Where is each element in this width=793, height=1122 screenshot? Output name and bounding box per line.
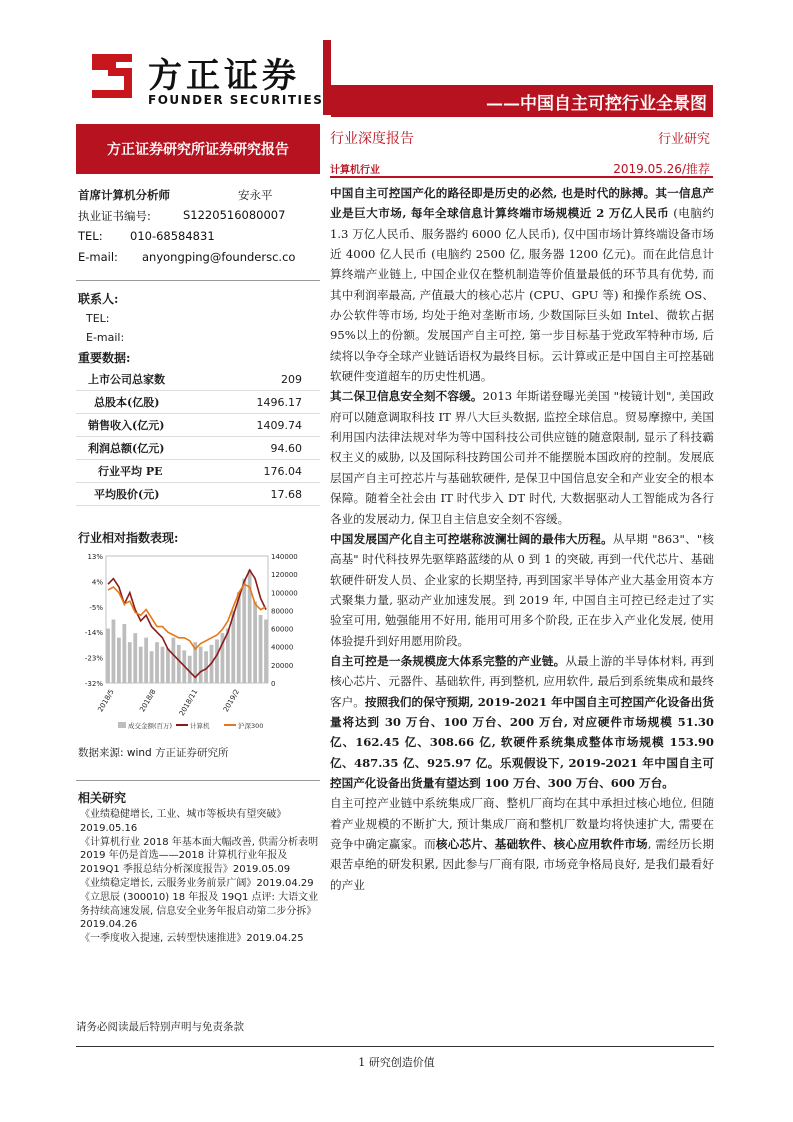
volume-bar [117,638,121,683]
paragraph [330,183,714,386]
paragraph-text: 从最上游的半导体材料, 再到核心芯片、元器件、基础软件, 再到整机, 应用软件, 最后到系统集成和最终客户。 [330,653,714,709]
report-type: 行业深度报告 [330,131,414,147]
table-row [76,460,320,483]
y-left-tick: 13% [87,553,103,561]
volume-bar [112,620,116,684]
cert-label: 执业证书编号: [78,209,151,223]
y-left-tick: -5% [89,603,103,612]
row-value: 176.04 [263,464,302,478]
row-value: 17.68 [270,487,302,501]
volume-bar [161,647,165,683]
email-link[interactable]: anyongping@foundersc.co [142,250,296,264]
paragraph-text: 2013 年斯诺登曝光美国 "棱镜计划", 美国政府可以随意调取科技 IT 界八大巨头数据, 监控全球信息。贸易摩擦中, 美国利用国内法律法规对华为等中国科技公司供应链的随意限制, 显示了科技霸权主义的威胁, 以及国际科技跨国公司并不能摆脱本国政府的控制。发展底层国产自主可控芯片与基础软硬件, 是保卫中国信息安全和产业安全的根本保障。随着全社会由 IT 时代步入 DT 时代, 大数据驱动人工智能成为各行各业的发展动力, 保卫自主信息安全刻不容缓。 [330,389,714,526]
divider [76,780,320,781]
row-label: 利润总额(亿元) [88,442,165,455]
paragraph [330,529,714,651]
volume-bar [171,638,175,683]
row-label: 总股本(亿股) [94,396,160,409]
contact-title: 联系人: [78,292,119,306]
paragraph-lead: 其二保卫信息安全刻不容缓。 [330,389,483,404]
y-left-tick: -32% [84,680,103,688]
paragraph-text: (电脑约 1.3 万亿人民币、服务器约 6000 亿人民币), 仅中国市场计算终端设备市场近 4000 亿人民币 (电脑约 2500 亿, 服务器 1200 亿元)。而在此信息计算终端产业链上, 中国企业仅在整机制造等价值量最低的环节具有优势, 而其中利润率最高, 产值最大的核心芯片 (CPU、GPU 等) 和操作系统 OS、办公软件等市场, 均处于绝对垄断市场, 少数国际巨头如 Intel、微软占据 95%以上的份额。发展国产自主可控, 第一步目标基于党政军特种市场, 后续将以争夺全球产业链话语权为最终目标。云计算或正是中国自主可控基础软硬件变道超车的历史性机遇。 [330,206,714,384]
logo-text-cn: 方正证券 [148,56,300,96]
table-row [76,368,320,391]
volume-bar [259,615,263,683]
contact-tel: TEL: [86,312,110,325]
y-right-tick: 100000 [271,589,298,598]
table-row [76,391,320,414]
index-chart [78,548,320,738]
divider [330,176,713,178]
paragraph-forecast: 按照我们的保守预期, 2019-2021 年中国自主可控国产化设备出货量将达到 30 万台、100 万台、200 万台, 对应硬件市场规模 51.30 亿、162.45 亿、308.66 亿, 软硬件系统集成整体市场规模 153.90 亿、487.35 亿、925.97 亿。乐观假设下, 2019-2021 年中国自主可控国产化设备出货量有望达到 100 万台、300 万台、600 万台。 [330,694,714,790]
volume-bar [139,647,143,683]
row-label: 行业平均 PE [98,465,163,478]
volume-bar [242,579,246,683]
paragraph-text: , 需经历长期艰苦卓绝的研发积累, 因此参与厂商有限, 市场竞争格局良好, 是我们最看好的产业 [330,837,714,892]
y-right-tick: 140000 [271,553,298,561]
related-item[interactable]: 《一季度收入提速, 云转型快速推进》2019.04.25 [80,933,304,945]
related-title: 相关研究 [78,791,127,805]
row-value: 1409.74 [256,418,302,432]
volume-bar [166,649,170,683]
related-item[interactable]: 《立思辰 (300010) 18 年报及 19Q1 点评: 大语文业务持续高速发展, 信息安全业务年报启动第二步分拆》2019.04.26 [80,891,319,931]
volume-bar [128,642,132,683]
y-right-tick: 40000 [271,643,294,652]
paragraph [330,793,714,895]
table-row [76,414,320,437]
hs300-line [108,584,266,649]
legend-swatch [118,722,126,728]
paragraph-lead: 自主可控是一条规模庞大体系完整的产业链。 [330,653,566,668]
cert-value: S1220516080007 [183,208,286,222]
paragraph [330,386,714,528]
y-right-tick: 20000 [271,661,294,670]
paragraph-lead: 中国发展国产化自主可控堪称波澜壮阔的最伟大历程。 [330,531,613,546]
y-right-tick: 60000 [271,625,294,634]
row-label: 销售收入(亿元) [88,419,165,432]
related-item[interactable]: 《业绩稳定增长, 云服务业务前景广阔》2019.04.29 [80,877,314,889]
row-value: 94.60 [270,441,302,455]
analyst-name: 安永平 [238,188,273,202]
y-right-tick: 0 [271,680,276,688]
legend-label: 成交金额(百万) [128,722,173,730]
footer-divider [76,1046,714,1047]
volume-bar [264,620,268,684]
volume-bar [155,642,159,683]
volume-bar [106,629,110,683]
volume-bar [215,639,219,683]
row-label: 平均股价(元) [94,488,160,501]
volume-bar [133,633,137,683]
email-label: E-mail: [78,250,118,264]
contact-email: E-mail: [86,331,125,344]
tel-value: 010-68584831 [130,229,215,243]
volume-bar [122,624,126,683]
x-tick: 2018/8 [138,688,158,714]
table-row [76,483,320,506]
y-left-tick: -23% [84,654,103,663]
data-source: 数据来源: wind 方正证券研究所 [78,747,229,759]
logo-mark [88,48,136,104]
tel-label: TEL: [78,229,103,243]
perf-title: 行业相对指数表现: [78,531,179,545]
y-left-tick: 4% [91,578,103,587]
related-item[interactable]: 《计算机行业 2018 年基本面大幅改善, 供需分析表明 2019 年仍是首选——2018 计算机行业年报及 2019Q1 季报总结分析深度报告》2019.05.09 [80,836,319,876]
legend-label: 计算机 [190,722,210,730]
volume-bar [150,651,154,683]
body-text [330,183,714,895]
related-list [80,808,320,946]
report-category: 行业研究 [657,132,710,147]
row-value: 209 [281,372,302,386]
analyst-title: 首席计算机分析师 [78,188,170,202]
institute-label: 方正证券研究所证券研究报告 [76,124,320,174]
volume-bar [253,601,257,683]
paragraph [330,651,714,793]
table-row [76,437,320,460]
divider [76,280,320,281]
paragraph-emphasis: 核心芯片、基础软件、核心应用软件市场 [435,837,648,851]
disclaimer: 请务必阅读最后特别声明与免责条款 [76,1021,244,1033]
header-accent-bar [323,40,331,115]
row-label: 上市公司总家数 [88,373,165,386]
y-right-tick: 80000 [271,607,294,616]
sector-label: 计算机行业 [330,165,380,176]
legend-label: 沪深300 [238,722,264,730]
paragraph-text: 从早期 "863"、"核高基" 时代科技界先驱筚路蓝缕的从 0 到 1 的突破, 再到一代代芯片、基础软硬件研发人员、企业家的长期坚持, 再到国家半导体产业大基金用资本方式聚集力量, 驱动产业加速发展。到 2019 年, 中国自主可控已经走过了实验室可用, 勉强能用不好用, 能用可用多个阶段, 正在步入产业化发展, 使用体验提升到好用愿用阶段。 [330,531,714,648]
volume-bar [177,645,181,683]
row-value: 1496.17 [256,395,302,409]
footer-text: 1 研究创造价值 [358,1056,435,1069]
y-left-tick: -14% [84,629,103,638]
date-rating: 2019.05.26/推荐 [613,162,710,176]
x-tick: 2018/11 [177,688,200,718]
volume-bar [199,647,203,683]
volume-bar [237,592,241,683]
related-item[interactable]: 《业绩稳健增长, 工业、城市等板块有望突破》2019.05.16 [80,809,287,834]
key-data-title: 重要数据: [78,351,131,365]
report-title: ——中国自主可控行业全景图 [486,94,707,114]
y-right-tick: 120000 [271,571,298,580]
x-tick: 2019/2 [221,688,242,714]
logo-text-en: FOUNDER SECURITIES [148,93,324,107]
x-tick: 2018/5 [96,688,116,714]
paragraph-text: 自主可控产业链中系统集成厂商、整机厂商均在其中承担过核心地位, 但随着产业规模的不断扩大, 预计集成厂商和整机厂数量均将快速扩大, 需要在竞争中确定赢家。而 [330,796,714,851]
volume-bar [144,638,148,683]
paragraph-lead: 中国自主可控国产化的路径即是历史的必然, 也是时代的脉搏。其一信息产业是巨大市场, 每年全球信息计算终端市场规模近 2 万亿人民币 [330,186,714,221]
key-data-table [76,368,320,506]
